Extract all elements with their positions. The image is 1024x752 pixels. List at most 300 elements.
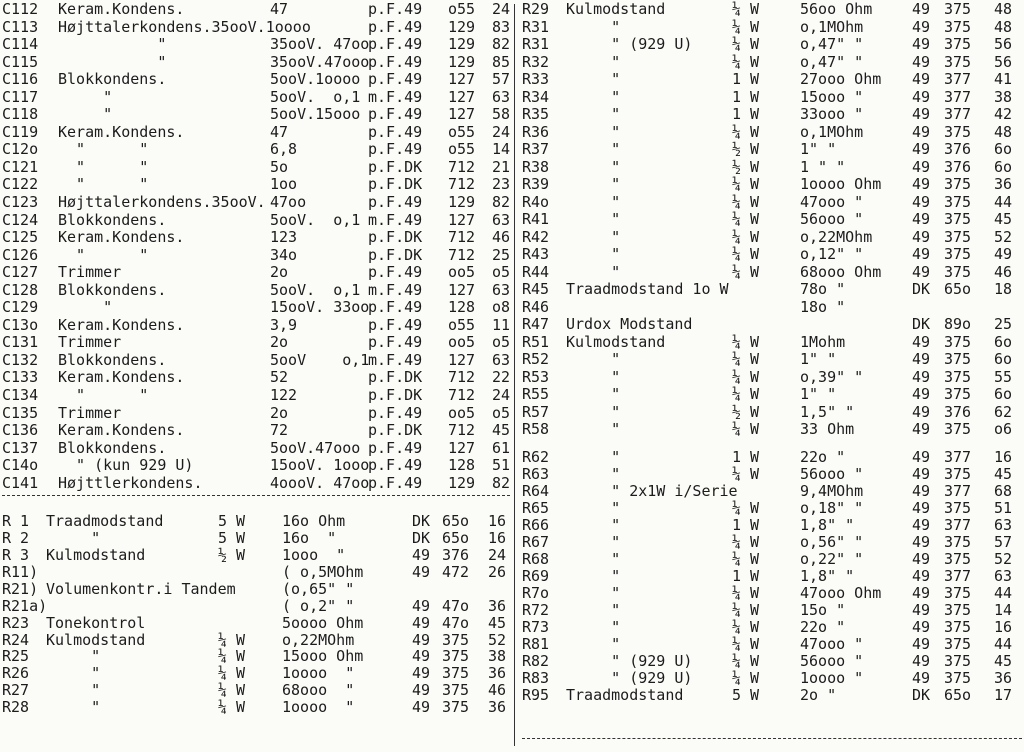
part-ref: R82 (522, 651, 550, 670)
part-desc: " (566, 350, 621, 368)
part-row (516, 567, 1024, 584)
part-val: 5ooV. o,1 (270, 210, 361, 229)
part-n1: 375 (944, 583, 972, 602)
part-desc: " (566, 87, 621, 106)
part-unit: m.F.49 (368, 350, 423, 369)
part-desc: Tonekontrol (46, 613, 146, 632)
part-w: ¼ W (732, 668, 760, 687)
part-row (516, 448, 1024, 465)
part-n2: 63 (994, 566, 1013, 585)
part-n1: 375 (944, 464, 972, 483)
part-val: o,22MOhm (282, 630, 355, 649)
part-val: 5ooV.15ooo (270, 105, 361, 124)
part-n0: 49 (412, 698, 431, 717)
part-row (516, 403, 1024, 421)
part-desc: Trimmer (58, 263, 122, 282)
part-desc: " (566, 600, 621, 619)
part-val: o,22MOhm (800, 227, 873, 246)
part-n1: 129 (448, 473, 476, 492)
part-n2: 83 (492, 17, 511, 36)
part-w: ¼ W (732, 498, 760, 517)
part-val: 16o Ohm (282, 512, 346, 531)
part-n1: 128 (448, 298, 476, 317)
part-val: ( o,2" " (282, 596, 355, 615)
part-n0: 49 (912, 210, 931, 228)
part-ref: R4o (522, 192, 550, 211)
part-desc: " (929 U) (566, 651, 693, 670)
part-row (0, 298, 514, 316)
part-unit: p.F.49 (368, 70, 423, 89)
part-n2: 51 (994, 498, 1013, 517)
part-desc: " (46, 681, 101, 700)
part-n2: 16 (488, 529, 507, 548)
part-val: 3,9 (270, 315, 298, 334)
part-ref: C122 (2, 175, 39, 194)
part-row (0, 18, 514, 36)
part-n2: 52 (994, 227, 1013, 246)
part-n2: 56 (994, 35, 1013, 53)
part-ref: R69 (522, 566, 550, 585)
part-n1: 375 (944, 634, 972, 653)
part-ref: C134 (2, 386, 39, 405)
part-row (0, 439, 514, 457)
part-desc: " (566, 227, 621, 246)
part-desc: " (58, 35, 167, 54)
capacitor-list (0, 0, 514, 491)
column-divider (514, 4, 515, 746)
part-desc: Keram.Kondens. (58, 421, 185, 440)
part-n2: o5 (492, 263, 511, 282)
part-desc: " (566, 634, 621, 653)
part-ref: C117 (2, 87, 39, 106)
part-n1: 375 (944, 617, 972, 636)
part-n2: 23 (492, 175, 511, 194)
part-desc: " (566, 17, 621, 36)
part-val: 2o (270, 263, 289, 282)
part-n2: 63 (492, 210, 511, 229)
part-val: 15ooV. 1ooo (270, 456, 370, 475)
part-ref: R37 (522, 140, 550, 158)
part-ref: C119 (2, 122, 39, 141)
part-unit: p.F.49 (368, 473, 423, 492)
part-val: 4oooV. 47oo (270, 473, 370, 492)
part-ref: C125 (2, 228, 39, 247)
part-n2: 45 (488, 613, 507, 632)
part-desc: Traadmodstand 1o W (566, 280, 729, 298)
part-unit: p.F.49 (368, 456, 423, 475)
part-val: 1oo (270, 175, 298, 194)
part-unit: p.F.49 (368, 17, 423, 36)
part-n1: 128 (448, 456, 476, 475)
part-ref: R47 (522, 315, 550, 333)
part-row (0, 614, 514, 631)
part-n0: DK (412, 512, 431, 531)
part-unit: p.F.49 (368, 438, 423, 457)
part-val: 6,8 (270, 140, 298, 159)
part-row (516, 245, 1024, 263)
part-n2: 82 (492, 473, 511, 492)
part-n1: 65o (944, 280, 972, 298)
part-val: 1,8" " (800, 515, 855, 534)
part-val: o,1MOhm (800, 122, 864, 141)
dashed-separator-right (522, 738, 1022, 739)
part-val: 123 (270, 228, 298, 247)
part-row (516, 280, 1024, 298)
part-n1: oo5 (448, 333, 476, 352)
part-n2: 68 (994, 481, 1013, 500)
part-w: ¼ W (732, 175, 760, 193)
part-n1: 89o (944, 315, 972, 333)
part-val: o,18" " (800, 498, 864, 517)
part-w: ¼ W (732, 464, 760, 483)
part-w: ¼ W (218, 664, 246, 683)
part-row (0, 529, 514, 546)
part-row (516, 88, 1024, 106)
part-row (0, 193, 514, 211)
part-ref: R32 (522, 52, 550, 71)
part-n1: 65o (442, 512, 470, 531)
part-val: 15o " (800, 600, 846, 619)
part-val: 9,4MOhm (800, 481, 864, 500)
part-desc: Blokkondens. (58, 350, 167, 369)
part-desc: " " (58, 386, 149, 405)
part-w: ¼ W (732, 617, 760, 636)
part-n1: 375 (944, 52, 972, 71)
part-n2: 24 (488, 546, 507, 565)
part-n0: 49 (912, 332, 931, 351)
part-n1: 377 (944, 515, 972, 534)
part-n1: 712 (448, 368, 476, 387)
part-val: (o,65" " (282, 579, 355, 598)
part-w: ¼ W (732, 583, 760, 602)
part-n2: 17 (994, 685, 1013, 704)
part-n2: 63 (492, 87, 511, 106)
part-n1: 129 (448, 52, 476, 71)
part-n1: 712 (448, 386, 476, 405)
part-n2: 11 (492, 315, 511, 334)
part-w: ¼ W (218, 681, 246, 700)
part-unit: p.F.49 (368, 0, 423, 18)
part-n0: 49 (912, 350, 931, 368)
part-n2: 46 (994, 262, 1013, 281)
part-desc: Volumenkontr.i Tandem (46, 579, 236, 598)
part-ref: C124 (2, 210, 39, 229)
part-n1: 375 (944, 600, 972, 619)
part-desc: " (58, 87, 113, 106)
part-row (0, 597, 514, 614)
part-n1: oo5 (448, 403, 476, 422)
part-n2: 63 (492, 350, 511, 369)
part-n0: 49 (912, 105, 931, 123)
part-ref: R36 (522, 122, 550, 141)
part-n2: 36 (488, 664, 507, 683)
part-ref: R53 (522, 367, 550, 386)
part-val: 27ooo Ohm (800, 70, 882, 88)
part-row (0, 664, 514, 681)
part-n2: o5 (492, 403, 511, 422)
part-n0: 49 (412, 681, 431, 700)
part-n2: 42 (994, 105, 1013, 123)
part-val: o,47" " (800, 35, 864, 53)
part-ref: R51 (522, 332, 550, 351)
part-row (516, 315, 1024, 333)
part-ref: R67 (522, 532, 550, 551)
part-row (516, 35, 1024, 53)
part-w: ¼ W (732, 332, 760, 351)
part-n0: 49 (912, 35, 931, 53)
part-n0: 49 (412, 562, 431, 581)
part-w: ¼ W (732, 227, 760, 246)
part-val: 68ooo Ohm (800, 262, 882, 281)
part-w: ¼ W (732, 210, 760, 228)
part-ref: C141 (2, 473, 39, 492)
part-row (516, 482, 1024, 499)
part-ref: R21) (2, 579, 39, 598)
part-val: 68ooo " (282, 681, 355, 700)
part-w: 5 W (218, 512, 246, 531)
part-desc: " (kun 929 U) (58, 456, 194, 475)
part-ref: R45 (522, 280, 550, 298)
part-n2: o8 (492, 298, 511, 317)
part-unit: p.F.49 (368, 140, 423, 159)
part-n0: 49 (912, 498, 931, 517)
part-w: ¼ W (732, 600, 760, 619)
part-val: 1" " (800, 385, 837, 403)
part-n1: o55 (448, 122, 476, 141)
part-n0: DK (912, 685, 931, 704)
part-desc: Højttlerkondens. (58, 473, 203, 492)
right-column (516, 0, 1024, 703)
part-row (516, 499, 1024, 516)
part-ref: R66 (522, 515, 550, 534)
part-row (516, 584, 1024, 601)
part-n1: 129 (448, 193, 476, 212)
part-n2: 45 (994, 464, 1013, 483)
part-desc: Trimmer (58, 403, 122, 422)
part-n1: 127 (448, 87, 476, 106)
part-n2: 41 (994, 70, 1013, 88)
part-desc: Traadmodstand (46, 512, 164, 531)
part-n1: 375 (442, 647, 470, 666)
part-w: 5 W (218, 529, 246, 548)
part-row (0, 316, 514, 334)
part-val: 1Mohm (800, 332, 846, 351)
part-n2: 63 (492, 280, 511, 299)
part-w: ¼ W (732, 192, 760, 211)
part-desc: " (566, 532, 621, 551)
part-n1: 377 (944, 70, 972, 88)
part-ref: R43 (522, 245, 550, 263)
part-val: o,39" " (800, 367, 864, 386)
part-n1: 127 (448, 280, 476, 299)
part-n1: 472 (442, 562, 470, 581)
part-w: ½ W (732, 157, 760, 176)
part-n0: 49 (912, 245, 931, 263)
part-n2: 48 (994, 17, 1013, 36)
part-desc: Traadmodstand (566, 685, 684, 704)
part-ref: C137 (2, 438, 39, 457)
left-column (0, 0, 514, 715)
part-ref: R44 (522, 262, 550, 281)
part-ref: C121 (2, 157, 39, 176)
part-w: ¼ W (218, 647, 246, 666)
part-row (0, 88, 514, 106)
part-n1: 375 (944, 350, 972, 368)
part-w: ¼ W (732, 634, 760, 653)
part-row (0, 228, 514, 246)
part-w: ½ W (218, 546, 246, 565)
part-val: o,12" " (800, 245, 864, 263)
part-desc: Blokkondens. (58, 280, 167, 299)
part-n2: 82 (492, 193, 511, 212)
part-row (516, 635, 1024, 652)
part-row (0, 580, 514, 597)
part-n1: 127 (448, 210, 476, 229)
part-row (0, 70, 514, 88)
part-row (0, 681, 514, 698)
part-unit: m.F.49 (368, 87, 423, 106)
part-n1: 375 (944, 498, 972, 517)
part-n2: 52 (488, 630, 507, 649)
part-val: 1oooo Ohm (800, 175, 882, 193)
part-val: o,1MOhm (800, 17, 864, 36)
part-desc: " (566, 617, 621, 636)
part-val: 35ooV. 47oo (270, 35, 370, 54)
part-ref: C129 (2, 298, 39, 317)
part-n2: 48 (994, 122, 1013, 141)
part-n2: 46 (492, 228, 511, 247)
part-val: 5ooV. o,1 (270, 280, 361, 299)
part-w: ¼ W (732, 651, 760, 670)
part-desc: Blokkondens. (58, 70, 167, 89)
part-n0: 49 (912, 420, 931, 438)
part-desc: Keram.Kondens. (58, 315, 185, 334)
part-desc: " (566, 367, 621, 386)
part-ref: R21a) (2, 596, 48, 615)
part-n1: 375 (944, 385, 972, 403)
part-desc: Kulmodstand (46, 546, 146, 565)
part-ref: R33 (522, 70, 550, 88)
part-n2: 38 (994, 87, 1013, 106)
part-n1: 127 (448, 350, 476, 369)
part-row (0, 368, 514, 386)
part-desc: " (929 U) (566, 35, 693, 53)
part-w: ¼ W (732, 17, 760, 36)
part-row (0, 263, 514, 281)
part-n0: 49 (912, 481, 931, 500)
part-ref: C123 (2, 193, 39, 212)
part-ref: C118 (2, 105, 39, 124)
part-w: ½ W (732, 402, 760, 421)
part-val: 1" " (800, 350, 837, 368)
part-desc: " (566, 175, 621, 193)
part-n2: 57 (994, 532, 1013, 551)
part-n0: 49 (412, 664, 431, 683)
part-desc: Keram.Kondens. (58, 228, 185, 247)
part-row (516, 263, 1024, 281)
resistor-list-left (0, 512, 514, 715)
part-n1: 129 (448, 35, 476, 54)
part-n2: 48 (994, 0, 1013, 18)
part-ref: C114 (2, 35, 39, 54)
part-ref: R 2 (2, 529, 30, 548)
part-n0: 49 (912, 668, 931, 687)
part-row (0, 333, 514, 351)
part-row (516, 298, 1024, 316)
part-n1: 712 (448, 157, 476, 176)
part-w: ¼ W (732, 35, 760, 53)
part-ref: C128 (2, 280, 39, 299)
part-n0: 49 (912, 175, 931, 193)
part-n1: 375 (944, 17, 972, 36)
part-n2: 63 (994, 515, 1013, 534)
part-row (0, 386, 514, 404)
part-ref: C13o (2, 315, 39, 334)
part-n2: 62 (994, 402, 1013, 421)
part-n2: 45 (994, 210, 1013, 228)
part-ref: C132 (2, 350, 39, 369)
part-n0: 49 (912, 515, 931, 534)
part-desc: " (566, 245, 621, 263)
part-val: 1 " " (800, 157, 846, 176)
part-row (516, 123, 1024, 141)
part-n0: DK (912, 280, 931, 298)
part-n1: 65o (944, 685, 972, 704)
part-val: 35ooV.47ooo (270, 52, 370, 71)
part-row (0, 512, 514, 529)
part-row (0, 105, 514, 123)
part-unit: p.F.DK (368, 175, 423, 194)
part-row (516, 193, 1024, 211)
part-row (0, 0, 514, 18)
part-desc: " (566, 420, 621, 438)
part-row (516, 652, 1024, 669)
part-n2: 16 (994, 447, 1013, 466)
part-desc: Trimmer (58, 333, 122, 352)
part-n1: 375 (944, 420, 972, 438)
part-n1: 712 (448, 245, 476, 264)
part-row (516, 333, 1024, 351)
part-ref: R25 (2, 647, 30, 666)
part-n0: 49 (912, 464, 931, 483)
part-desc: " (46, 664, 101, 683)
part-n1: 375 (944, 245, 972, 263)
resistor-list-right-bottom (516, 448, 1024, 703)
part-ref: R55 (522, 385, 550, 403)
part-val: 34o (270, 245, 298, 264)
part-ref: R11) (2, 562, 39, 581)
part-n0: 49 (912, 0, 931, 18)
part-row (516, 105, 1024, 123)
part-val: o,56" " (800, 532, 864, 551)
part-n0: DK (912, 315, 931, 333)
part-val: 1oooo " (282, 698, 355, 717)
part-n2: 16 (994, 617, 1013, 636)
part-n0: 49 (912, 617, 931, 636)
part-n0: 49 (912, 70, 931, 88)
part-unit: p.F.49 (368, 122, 423, 141)
part-n0: 49 (412, 613, 431, 632)
part-n2: 55 (994, 367, 1013, 386)
part-unit: p.F.DK (368, 368, 423, 387)
part-w: ¼ W (218, 698, 246, 717)
part-n1: 375 (442, 664, 470, 683)
part-row (516, 420, 1024, 438)
part-row (516, 686, 1024, 703)
part-val: 1ooo " (282, 546, 346, 565)
part-unit: p.F.DK (368, 245, 423, 264)
part-ref: R24 (2, 630, 30, 649)
